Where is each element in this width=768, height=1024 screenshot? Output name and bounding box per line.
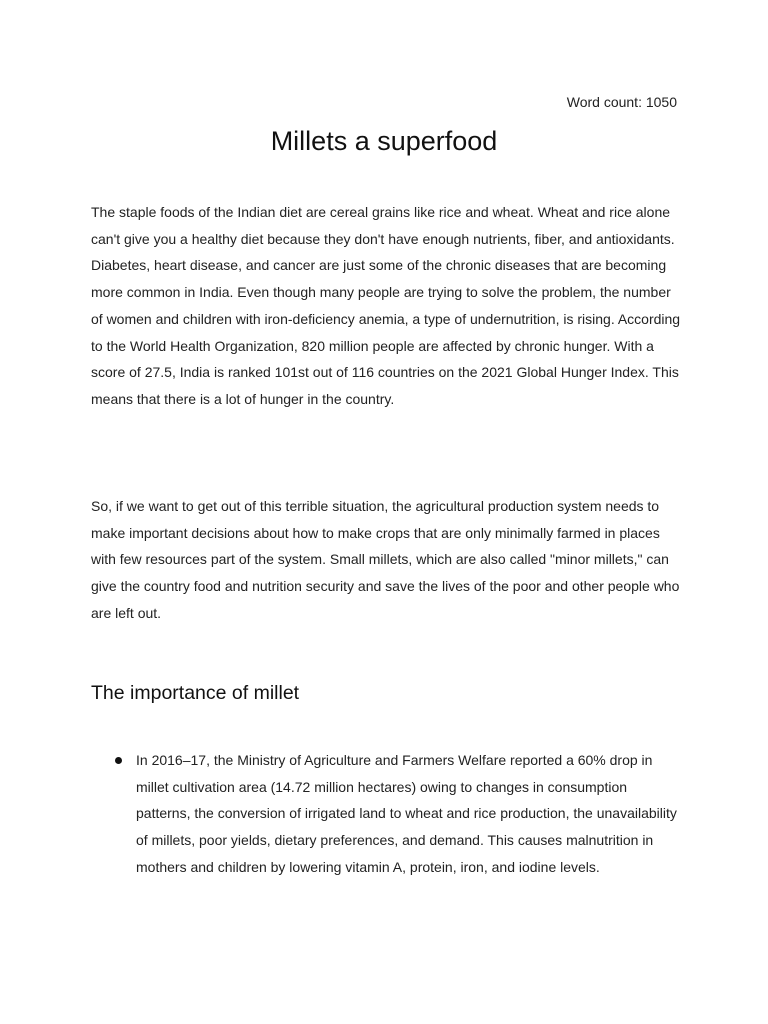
paragraph-solution: So, if we want to get out of this terrible situation, the agricultural production system needs to make important decisions about how to make crops that are only minimally farmed in places with few resources part of the system. Small millets, which are also called "minor millets," can give the country food and nutrition security and save the lives of the poor and other people who are left out. [91, 498, 680, 621]
paragraph-intro: The staple foods of the Indian diet are cereal grains like rice and wheat. Wheat and rice alone can't give you a healthy diet because they don't have enough nutrients, fiber, and antioxidants. Diabetes, heart disease, and cancer are just some of the chronic diseases that are becoming more common in India. Even though many people are trying to solve the problem, the number of women and children with iron-deficiency anemia, a type of undernutrition, is rising. According to the World Health Organization, 820 million people are affected by chronic hunger. With a score of 27.5, India is ranked 101st out of 116 countries on the 2021 Global Hunger Index. This means that there is a lot of hunger in the country. [91, 204, 681, 407]
word-count: Word count: 1050 [566, 94, 677, 110]
document-title: Millets a superfood [270, 126, 498, 156]
section-heading: The importance of millet [91, 682, 300, 704]
list-item [91, 747, 683, 881]
bullet-dot-icon [115, 757, 122, 764]
bullet-list [91, 747, 683, 881]
list-item-text: In 2016–17, the Ministry of Agriculture and Farmers Welfare reported a 60% drop in millet cultivation area (14.72 million hectares) owing to changes in consumption patterns, the conversion of irrigated land to wheat and rice production, the unavailability of millets, poor yields, dietary preferences, and demand. This causes malnutrition in mothers and children by lowering vitamin A, protein, iron, and iodine levels. [136, 752, 677, 875]
